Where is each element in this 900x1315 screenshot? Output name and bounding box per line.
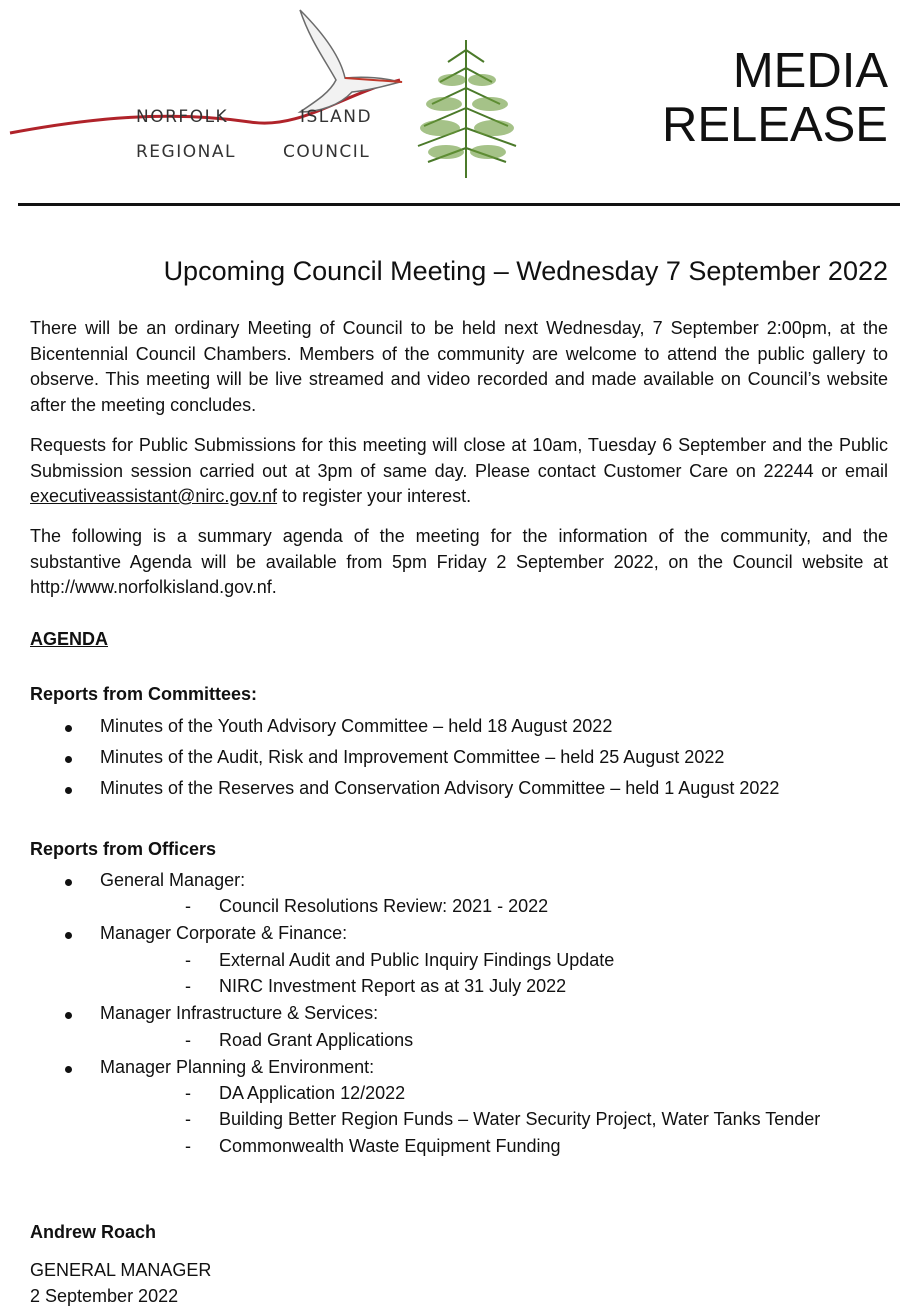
media-release-heading bbox=[588, 44, 888, 152]
bullet-icon bbox=[65, 879, 72, 886]
paragraph-2 bbox=[30, 433, 888, 510]
page-title: Upcoming Council Meeting – Wednesday 7 September 2022 bbox=[163, 256, 888, 286]
officer-general-manager: General Manager: bbox=[100, 870, 246, 890]
officer-subitem: DA Application 12/2022 bbox=[219, 1083, 406, 1103]
dash-marker: - bbox=[185, 896, 191, 916]
dash-marker: - bbox=[185, 1109, 191, 1129]
paragraph-2-end: to register your interest. bbox=[277, 486, 472, 506]
paragraph-agenda-availability bbox=[30, 524, 888, 601]
bullet-icon bbox=[65, 787, 72, 794]
dash-marker: - bbox=[185, 1083, 191, 1103]
dash-marker: - bbox=[185, 950, 191, 970]
logo-artwork bbox=[0, 0, 560, 190]
officer-infrastructure-services: Manager Infrastructure & Services: bbox=[100, 1003, 379, 1023]
officer-subitem: External Audit and Public Inquiry Findings Update bbox=[219, 950, 615, 970]
paragraph-1: There will be an ordinary Meeting of Council to be held next Wednesday, 7 September 2:00pm, at the Bicentennial Council Chambers. Members of the community are welcome to attend the public gallery to observe. This meeting will be live streamed and video recorded and made available on Council’s website after the meeting concludes. bbox=[30, 318, 888, 415]
bullet-icon bbox=[65, 1066, 72, 1073]
logo-word-norfolk: NORFOLK bbox=[136, 107, 229, 127]
officer-subitem: NIRC Investment Report as at 31 July 2022 bbox=[219, 976, 567, 996]
officer-planning-environment: Manager Planning & Environment: bbox=[100, 1057, 375, 1077]
bullet-icon bbox=[65, 725, 72, 732]
signatory-name: Andrew Roach bbox=[30, 1222, 157, 1242]
officer-subitem: Road Grant Applications bbox=[219, 1030, 414, 1050]
paragraph-3: The following is a summary agenda of the meeting for the information of the community, and the substantive Agenda will be available from 5pm Friday 2 September 2022, on the Council website at http://www.norfolkisland.gov.nf. bbox=[30, 526, 888, 597]
committees-heading: Reports from Committees: bbox=[30, 684, 258, 704]
officer-subitem: Council Resolutions Review: 2021 - 2022 bbox=[219, 896, 549, 916]
email-link[interactable]: executiveassistant@nirc.gov.nf bbox=[30, 486, 278, 506]
officer-subitem: Commonwealth Waste Equipment Funding bbox=[219, 1136, 561, 1156]
logo-word-council: COUNCIL bbox=[283, 142, 371, 162]
officers-heading: Reports from Officers bbox=[30, 839, 217, 859]
header-divider bbox=[18, 203, 900, 206]
dash-marker: - bbox=[185, 1030, 191, 1050]
committee-item-audit: Minutes of the Audit, Risk and Improvement Committee – held 25 August 2022 bbox=[100, 747, 725, 767]
committee-item-reserves: Minutes of the Reserves and Conservation Advisory Committee – held 1 August 2022 bbox=[100, 778, 780, 798]
officer-subitem: Building Better Region Funds – Water Security Project, Water Tanks Tender bbox=[219, 1109, 821, 1129]
dash-marker: - bbox=[185, 1136, 191, 1156]
paragraph-2-text: Requests for Public Submissions for this meeting will close at 10am, Tuesday 6 September and the Public Submission session carried out at 3pm of same day. Please contact Customer Care on 22244 or email bbox=[30, 435, 888, 481]
dash-marker: - bbox=[185, 976, 191, 996]
release-date: 2 September 2022 bbox=[30, 1286, 179, 1306]
release-line-1: MEDIA bbox=[732, 44, 888, 98]
council-logo bbox=[0, 0, 560, 190]
logo-word-island: ISLAND bbox=[300, 107, 373, 127]
committee-item-youth: Minutes of the Youth Advisory Committee – held 18 August 2022 bbox=[100, 716, 613, 736]
logo-word-regional: REGIONAL bbox=[136, 142, 236, 162]
paragraph-meeting-details bbox=[30, 316, 888, 418]
bullet-icon bbox=[65, 1012, 72, 1019]
officer-corporate-finance: Manager Corporate & Finance: bbox=[100, 923, 348, 943]
agenda-heading: AGENDA bbox=[30, 629, 109, 649]
release-line-2: RELEASE bbox=[661, 98, 888, 152]
paragraph-public-submissions bbox=[30, 433, 888, 510]
bullet-icon bbox=[65, 756, 72, 763]
signatory-role: GENERAL MANAGER bbox=[30, 1260, 212, 1280]
bullet-icon bbox=[65, 932, 72, 939]
